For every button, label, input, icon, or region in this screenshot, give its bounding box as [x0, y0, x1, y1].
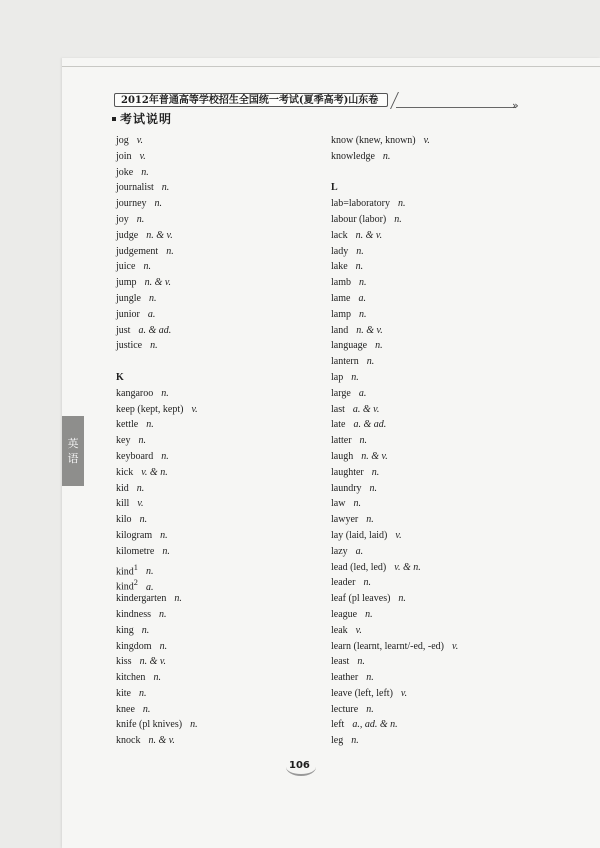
- entry-part-of-speech: n.: [146, 419, 154, 431]
- entry-part-of-speech: n.: [142, 703, 151, 715]
- entry-word: labour (labor): [331, 213, 387, 225]
- vocabulary-entry: [116, 386, 198, 402]
- entry-part-of-speech: n.: [136, 482, 145, 494]
- entry-word: junior: [116, 308, 140, 320]
- vocabulary-entry: [116, 575, 198, 591]
- entry-part-of-speech: a.: [147, 308, 156, 320]
- entry-part-of-speech: n.: [355, 261, 364, 273]
- vocabulary-entry: [331, 386, 458, 402]
- entry-word: kick: [116, 466, 134, 478]
- entry-word: kilogram: [116, 529, 153, 541]
- entry-word: kid: [116, 482, 129, 494]
- entry-word: lazy: [331, 545, 348, 557]
- entry-word: king: [116, 624, 134, 636]
- vocabulary-entry: [331, 496, 458, 512]
- entry-word: kingdom: [116, 640, 152, 652]
- entry-word: kindergarten: [116, 593, 167, 605]
- entry-sense-number: 2: [133, 578, 138, 588]
- entry-word: knowledge: [331, 150, 375, 162]
- section-title: 考试说明: [120, 112, 173, 126]
- entry-word: leader: [331, 577, 356, 589]
- entry-word: leave (left, left): [331, 687, 393, 699]
- vocabulary-entry: [116, 291, 198, 307]
- vocabulary-entry: [116, 196, 198, 212]
- entry-word: land: [331, 324, 349, 336]
- title-bullet-icon: [112, 117, 116, 121]
- entry-word: joy: [116, 213, 129, 225]
- vocabulary-entry: [116, 733, 198, 749]
- entry-word: learn (learnt, learnt/-ed, -ed): [331, 640, 444, 652]
- entry-word: latter: [331, 435, 352, 447]
- entry-part-of-speech: n.: [365, 608, 373, 620]
- entry-word: lack: [331, 229, 348, 241]
- vocabulary-entry: [331, 717, 458, 733]
- banner-underline: [396, 107, 516, 108]
- entry-part-of-speech: n.: [351, 735, 359, 747]
- entry-word: judgement: [116, 245, 159, 257]
- entry-word: lap: [331, 371, 344, 383]
- entry-word: kindness: [116, 608, 151, 620]
- entry-part-of-speech: n.: [162, 545, 170, 557]
- entry-word: laugh: [331, 450, 354, 462]
- entry-word: judge: [116, 229, 139, 241]
- entry-word: lay (laid, laid): [331, 529, 388, 541]
- entry-word: lamb: [331, 277, 351, 289]
- vocabulary-entry: [116, 544, 198, 560]
- entry-part-of-speech: v.: [395, 529, 402, 541]
- entry-part-of-speech: n.: [353, 498, 361, 510]
- vocabulary-entry: [116, 212, 198, 228]
- entry-part-of-speech: n.: [145, 565, 154, 577]
- entry-part-of-speech: n.: [351, 371, 359, 383]
- header-banner: 2012年普通高等学校招生全国统一考试(夏季高考)山东卷: [114, 93, 388, 107]
- entry-word: kilometre: [116, 545, 155, 557]
- entry-word: knock: [116, 735, 141, 747]
- entry-word: leather: [331, 672, 359, 684]
- entry-part-of-speech: n.: [138, 435, 146, 447]
- vocabulary-entry: [331, 259, 458, 275]
- entry-part-of-speech: v.: [452, 640, 459, 652]
- entry-part-of-speech: n.: [149, 292, 157, 304]
- entry-spacer: [331, 165, 458, 181]
- vocabulary-entry: [331, 370, 458, 386]
- entry-word: lake: [331, 261, 348, 273]
- entry-word: joke: [116, 166, 134, 178]
- vocabulary-entry: [116, 244, 198, 260]
- vocabulary-entry: [116, 338, 198, 354]
- entry-part-of-speech: n.: [159, 640, 168, 652]
- entry-part-of-speech: n. & v.: [356, 324, 383, 336]
- entry-part-of-speech: n.: [150, 340, 158, 352]
- vocabulary-entry: [116, 180, 198, 196]
- vocabulary-entry: [331, 449, 458, 465]
- entry-word: join: [116, 150, 132, 162]
- vocabulary-entry: [116, 323, 198, 339]
- entry-word: kill: [116, 498, 130, 510]
- vocabulary-entry: [331, 528, 458, 544]
- vocabulary-entry: [331, 607, 458, 623]
- vocabulary-entry: [331, 465, 458, 481]
- entry-sense-number: 1: [133, 562, 138, 572]
- entry-word: laughter: [331, 466, 364, 478]
- vocabulary-entry: [116, 165, 198, 181]
- entry-part-of-speech: n.: [153, 672, 161, 684]
- vocabulary-entry: [116, 670, 198, 686]
- entry-word: knee: [116, 703, 135, 715]
- vocabulary-entry: [331, 623, 458, 639]
- vocabulary-entry: [331, 228, 458, 244]
- vocabulary-entry: [116, 275, 198, 291]
- entry-part-of-speech: a. & ad.: [138, 324, 172, 336]
- entry-word: keyboard: [116, 450, 154, 462]
- vocabulary-entry: [116, 465, 198, 481]
- vocabulary-entry: [331, 417, 458, 433]
- entry-part-of-speech: n.: [394, 213, 402, 225]
- vocabulary-entry: [116, 402, 198, 418]
- vocabulary-entry: [116, 607, 198, 623]
- vocabulary-entry: [331, 149, 458, 165]
- entry-word: law: [331, 498, 346, 510]
- entry-part-of-speech: n.: [359, 308, 367, 320]
- vocabulary-entry: [331, 686, 458, 702]
- vocabulary-entry: [331, 575, 458, 591]
- entry-word: kind: [116, 565, 134, 577]
- entry-part-of-speech: n. & v.: [144, 277, 172, 289]
- entry-word: lab=laboratory: [331, 198, 390, 210]
- vocabulary-entry: [116, 307, 198, 323]
- entry-part-of-speech: n.: [159, 608, 167, 620]
- entry-word: lecture: [331, 703, 359, 715]
- vocabulary-entry: [331, 212, 458, 228]
- vocabulary-entry: [116, 717, 198, 733]
- entry-part-of-speech: n. & v.: [139, 656, 167, 668]
- vocabulary-entry: [116, 481, 198, 497]
- vocabulary-entry: [331, 481, 458, 497]
- entry-word: journey: [116, 198, 147, 210]
- letter-heading: L: [331, 182, 338, 194]
- vocabulary-entry: [331, 323, 458, 339]
- entry-part-of-speech: n. & v.: [355, 229, 383, 241]
- entry-part-of-speech: v.: [423, 135, 430, 146]
- entry-part-of-speech: v.: [137, 498, 144, 510]
- double-arrow-icon: »: [512, 99, 519, 112]
- entry-word: lead (led, led): [331, 561, 387, 573]
- entry-part-of-speech: n.: [154, 198, 163, 210]
- vocabulary-entry: [116, 560, 198, 576]
- entry-word: last: [331, 403, 345, 415]
- vocabulary-entry: [116, 449, 198, 465]
- entry-part-of-speech: n.: [382, 150, 391, 162]
- entry-part-of-speech: v. & n.: [141, 466, 168, 478]
- vocabulary-entry: [331, 654, 458, 670]
- vocabulary-entry: [116, 623, 198, 639]
- entry-word: kiss: [116, 656, 132, 668]
- vocabulary-column-right: [331, 133, 458, 749]
- entry-part-of-speech: n.: [161, 387, 169, 399]
- side-tab: [62, 416, 84, 486]
- entry-word: leak: [331, 624, 348, 636]
- vocabulary-entry: [331, 733, 458, 749]
- entry-word: lawyer: [331, 514, 359, 526]
- vocabulary-entry: [116, 149, 198, 165]
- entry-word: keep (kept, kept): [116, 403, 184, 415]
- entry-part-of-speech: v.: [355, 624, 362, 636]
- vocabulary-entry: [331, 560, 458, 576]
- entry-part-of-speech: a. & ad.: [353, 419, 387, 431]
- entry-word: least: [331, 656, 350, 668]
- vocabulary-entry: [116, 654, 198, 670]
- entry-word: lamp: [331, 308, 351, 320]
- entry-part-of-speech: n.: [371, 466, 380, 478]
- entry-part-of-speech: a.: [358, 387, 367, 399]
- entry-part-of-speech: v.: [139, 150, 146, 162]
- vocabulary-entry: [331, 512, 458, 528]
- vocabulary-entry: [331, 196, 458, 212]
- entry-part-of-speech: n.: [366, 356, 375, 368]
- entry-word: just: [116, 324, 131, 336]
- entry-word: kangaroo: [116, 387, 154, 399]
- entry-word: justice: [116, 340, 143, 352]
- entry-word: jungle: [116, 292, 141, 304]
- vocabulary-entry: [331, 591, 458, 607]
- entry-part-of-speech: n.: [161, 450, 169, 462]
- vocabulary-entry: [331, 702, 458, 718]
- entry-word: large: [331, 387, 351, 399]
- entry-part-of-speech: v.: [136, 135, 143, 146]
- entry-part-of-speech: n. & v.: [148, 735, 175, 747]
- vocabulary-entry: [116, 133, 198, 149]
- entry-spacer: [116, 354, 198, 370]
- entry-word: jog: [116, 135, 129, 146]
- vocabulary-entry: [116, 433, 198, 449]
- entry-word: leaf (pl leaves): [331, 593, 391, 605]
- entry-part-of-speech: n.: [398, 593, 406, 605]
- vocabulary-entry: [331, 307, 458, 323]
- entry-part-of-speech: n.: [356, 245, 364, 257]
- vocabulary-entry: [331, 338, 458, 354]
- entry-part-of-speech: n.: [397, 198, 406, 210]
- entry-word: lantern: [331, 356, 359, 368]
- vocabulary-entry: [116, 591, 198, 607]
- letter-heading: K: [116, 371, 124, 383]
- vocabulary-column-left: [116, 133, 198, 749]
- entry-part-of-speech: a.: [358, 292, 366, 304]
- vocabulary-entry: [331, 670, 458, 686]
- entry-word: left: [331, 719, 345, 731]
- entry-part-of-speech: n.: [143, 261, 151, 273]
- vocabulary-entry: [331, 433, 458, 449]
- entry-part-of-speech: n.: [375, 340, 383, 352]
- entry-part-of-speech: n.: [366, 672, 374, 684]
- vocabulary-entry: [116, 639, 198, 655]
- entry-part-of-speech: n.: [359, 277, 367, 289]
- vocabulary-entry: [116, 702, 198, 718]
- entry-part-of-speech: n.: [174, 593, 182, 605]
- entry-word: lady: [331, 245, 349, 257]
- vocabulary-entry: [331, 639, 458, 655]
- vocabulary-entry: [116, 259, 198, 275]
- vocabulary-entry: [331, 133, 458, 149]
- entry-part-of-speech: n.: [369, 482, 378, 494]
- entry-word: juice: [116, 261, 136, 273]
- vocabulary-entry: [331, 244, 458, 260]
- entry-part-of-speech: a. & v.: [352, 403, 380, 415]
- side-tab-char: 英: [67, 437, 79, 450]
- entry-part-of-speech: n.: [136, 213, 145, 225]
- entry-word: language: [331, 340, 368, 352]
- entry-word: laundry: [331, 482, 362, 494]
- entry-part-of-speech: v.: [400, 687, 408, 699]
- vocabulary-entry: [116, 496, 198, 512]
- vocabulary-entry: [331, 354, 458, 370]
- entry-part-of-speech: n.: [166, 245, 174, 257]
- entry-part-of-speech: v.: [191, 403, 198, 415]
- side-tab-char: 语: [67, 452, 79, 465]
- entry-word: league: [331, 608, 358, 620]
- entry-part-of-speech: n.: [357, 656, 365, 668]
- entry-part-of-speech: a.: [355, 545, 364, 557]
- entry-word: leg: [331, 735, 344, 747]
- vocabulary-entry: [116, 228, 198, 244]
- entry-part-of-speech: n.: [160, 529, 168, 541]
- entry-word: kettle: [116, 419, 139, 431]
- entry-word: late: [331, 419, 346, 431]
- vocabulary-entry: [331, 291, 458, 307]
- vocabulary-entry: [116, 417, 198, 433]
- entry-part-of-speech: n.: [359, 435, 368, 447]
- entry-part-of-speech: n.: [139, 687, 147, 699]
- entry-word: kitchen: [116, 672, 146, 684]
- vocabulary-entry: [331, 402, 458, 418]
- entry-part-of-speech: v. & n.: [394, 561, 421, 573]
- page-number: 106: [289, 760, 310, 771]
- entry-part-of-speech: n.: [139, 514, 148, 526]
- entry-part-of-speech: n. & v.: [146, 229, 173, 241]
- entry-word: kite: [116, 687, 131, 699]
- vocabulary-entry: [116, 686, 198, 702]
- entry-part-of-speech: n.: [141, 166, 149, 178]
- vocabulary-entry: [331, 544, 458, 560]
- entry-part-of-speech: a.: [145, 581, 154, 593]
- entry-word: lame: [331, 292, 351, 304]
- entry-word: knife (pl knives): [116, 719, 183, 731]
- entry-word: kilo: [116, 514, 132, 526]
- entry-part-of-speech: n.: [366, 514, 374, 526]
- entry-part-of-speech: n.: [190, 719, 198, 731]
- entry-part-of-speech: n.: [363, 577, 371, 589]
- entry-word: kind: [116, 581, 134, 593]
- bleed-through-text: [258, 140, 260, 156]
- entry-word: know (knew, known): [331, 135, 416, 146]
- top-rule: [62, 66, 600, 67]
- entry-part-of-speech: a., ad. & n.: [352, 719, 398, 731]
- entry-part-of-speech: n. & v.: [361, 450, 388, 462]
- vocabulary-entry: [116, 512, 198, 528]
- vocabulary-entry: [331, 275, 458, 291]
- vocabulary-entry: [116, 528, 198, 544]
- entry-part-of-speech: n.: [141, 624, 150, 636]
- entry-word: key: [116, 435, 131, 447]
- entry-word: journalist: [116, 182, 154, 194]
- entry-part-of-speech: n.: [161, 182, 170, 194]
- entry-part-of-speech: n.: [366, 703, 374, 715]
- entry-word: jump: [116, 277, 137, 289]
